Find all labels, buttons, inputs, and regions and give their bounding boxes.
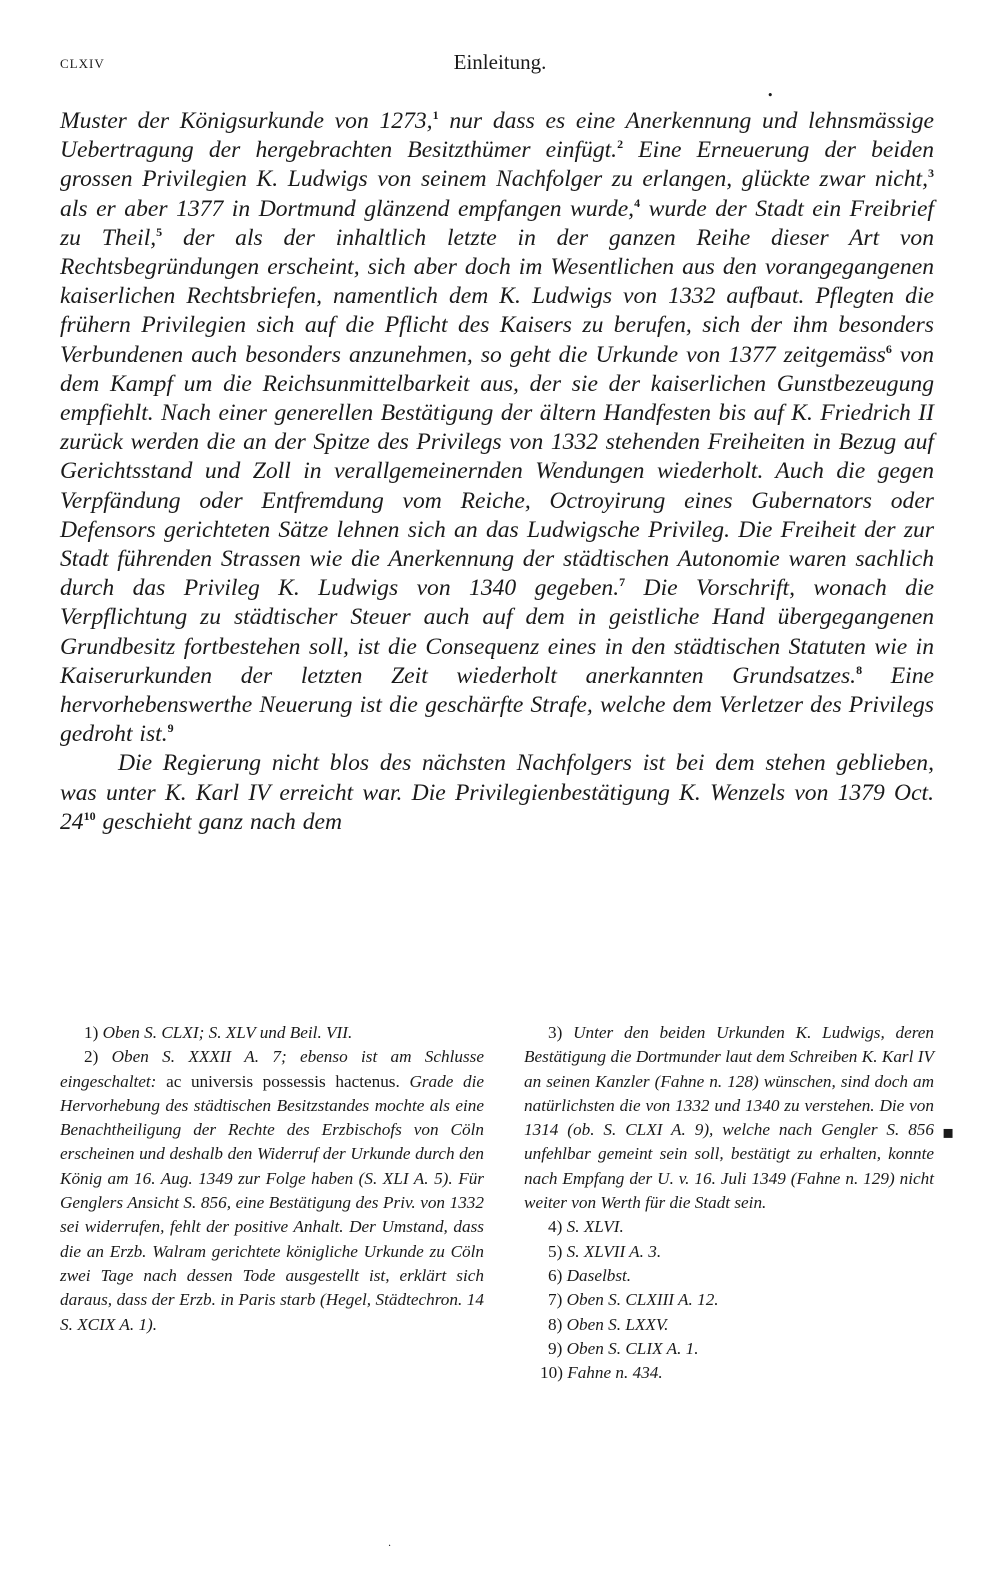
footnote-3	[524, 1021, 934, 1215]
footnote-text: Grade die Hervorhebung des städtischen Besitzstandes mochte als eine Benachtheiligung der Rechte des Erzbischofs von Cöln erscheinen und deshalb den Widerruf der Urkunde durch den König am 16. Aug. 1349 zur Folge haben (S. XLI A. 5). Für Genglers Ansicht S. 856, eine Bestätigung des Priv. von 1332 sei widerrufen, fehlt der positive Anhalt. Der Umstand, dass die an Erzb. Walram gerichtete königliche Urkunde zu Cöln zwei Tage nach dessen Tode ausgestellt ist, erklärt sich daraus, dass der Erzb. in Paris starb (Hegel, Städtechron. 14 S. XCIX A. 1).	[60, 1071, 485, 1334]
footnote-1	[60, 1021, 484, 1045]
footnote-number: 7)	[548, 1290, 563, 1310]
text-segment: Eine hervorhebenswerthe Neuerung ist die geschärfte Strafe, welche dem Verletzer des Privilegs gedroht ist.	[60, 662, 934, 748]
main-text	[60, 107, 934, 837]
footnote-text: S. XLVII A. 3.	[566, 1241, 662, 1261]
footnote-number: 1)	[84, 1023, 99, 1042]
footnote-6	[524, 1264, 934, 1288]
footnote-text: Oben S. CLIX A. 1.	[566, 1338, 699, 1358]
footnote-number: 2)	[84, 1047, 99, 1067]
footnotes-right-column	[524, 1021, 934, 1385]
footnote-text: Daselbst.	[566, 1265, 632, 1285]
footnote-text: Oben S. LXXV.	[566, 1314, 669, 1334]
footnote-8	[524, 1313, 934, 1337]
footnote-text: Fahne n. 434.	[567, 1363, 663, 1383]
text-segment: Die Regierung nicht blos des nächsten Nachfolgers ist bei dem stehen geblieben, was unter K. Karl IV erreicht war. Die Privilegienbestätigung K. Wenzels von 1379 Oct. 24	[60, 750, 934, 835]
footnote-7	[524, 1288, 934, 1312]
text-segment: als er aber 1377 in Dortmund glänzend empfangen wurde,	[60, 195, 635, 222]
footnote-ref-5: 5	[156, 224, 163, 239]
footnote-text: Oben S. CLXI; S. XLV und Beil. VII.	[102, 1023, 353, 1042]
footnote-ref-8: 8	[856, 663, 863, 677]
footnote-9	[524, 1337, 934, 1361]
footnote-number: 4)	[548, 1217, 563, 1237]
footnote-text: Oben S. CLXIII A. 12.	[566, 1290, 719, 1310]
footnote-number: 10)	[540, 1363, 563, 1383]
footnote-text: Oben S. XXXII A. 7; ebenso ist am Schlusse eingeschaltet:	[60, 1047, 485, 1091]
text-segment: nur dass es eine Anerkennung und lehnsmässige Uebertragung der hergebrachten Besitzthümer einfügt.	[60, 108, 935, 164]
text-segment: wurde der Stadt ein Freibrief zu Theil,	[60, 195, 934, 251]
text-segment: Muster der Königsurkunde von 1273,	[60, 108, 433, 134]
footnote-ref-1: 1	[432, 108, 439, 123]
footnote-number: 3)	[548, 1023, 563, 1042]
footnote-4	[524, 1215, 934, 1239]
footnotes-left-column	[60, 1021, 484, 1337]
footnote-ref-9: 9	[167, 721, 174, 736]
footnote-number: 6)	[548, 1265, 563, 1285]
text-segment: geschieht ganz nach dem	[102, 808, 343, 835]
page-header	[60, 50, 940, 80]
text-segment: Eine Erneuerung der beiden grossen Privilegien K. Ludwigs von seinem Nachfolger zu erlangen, glückte zwar nicht,	[60, 137, 934, 193]
footnote-number: 9)	[548, 1338, 563, 1358]
footnote-number: 8)	[548, 1314, 563, 1334]
footnote-ref-10: 10	[83, 809, 96, 824]
footnote-ref-7: 7	[619, 575, 626, 590]
running-title: Einleitung.	[453, 50, 547, 74]
margin-mark: ▪	[942, 1122, 955, 1143]
footnote-text: S. XLVI.	[566, 1217, 624, 1237]
paragraph-1	[60, 107, 934, 749]
footnote-ref-4: 4	[634, 195, 641, 210]
footnote-ref-3: 3	[928, 166, 934, 181]
footnote-ref-6: 6	[885, 341, 892, 356]
footnote-2	[60, 1045, 484, 1337]
footnote-5	[524, 1240, 934, 1264]
text-segment: der als der inhaltlich letzte in der ganzen Reihe dieser Art von Rechtsbegründungen erscheint, sich aber doch im Wesentlichen aus den vorangegangenen kaiserlichen Rechtsbriefen, namentlich dem K. Ludwigs von 1332 aufbaut. Pflegten die frühern Privilegien sich auf die Pflicht des Kaisers zu berufen, sich der ihm besonders Verbundenen auch besonders anzunehmen, so geht die Urkunde von 1377 zeitgemäss	[60, 224, 935, 368]
print-speck-mark: •	[767, 89, 774, 102]
footnote-text: Unter den beiden Urkunden K. Ludwigs, deren Bestätigung die Dortmunder laut dem Schreiben K. Karl IV an seinen Kanzler (Fahne n. 128) wünschen, sind doch am natürlichsten die von 1332 und 1340 zu verstehen. Die von 1314 (ob. S. CLXI A. 9), welche nach Gengler S. 856 unfehlbar gemeint sein soll, bestätigt zu erhalten, konnte nach Empfang der U. v. 16. Juli 1349 (Fahne n. 129) nicht weiter von Werth für die Stadt sein.	[524, 1023, 934, 1213]
text-segment: Die Vorschrift, wonach die Verpflichtung zu städtischer Steuer auch auf dem in geistliche Hand übergegangenen Grundbesitz fortbestehen soll, ist die Consequenz eines in den städtischen Statuten wie in Kaiserurkunden der letzten Zeit wiederholt anerkannten Grundsatzes.	[60, 575, 934, 689]
footnote-ref-2: 2	[617, 137, 624, 152]
footnote-latin-quote: ac universis possessis hactenus.	[166, 1071, 400, 1091]
footnote-number: 5)	[548, 1241, 563, 1261]
footnote-10	[524, 1361, 934, 1385]
text-segment: von dem Kampf um die Reichsunmittelbarkeit aus, der sie der kaiserlichen Gunstbezeugung empfiehlt. Nach einer generellen Bestätigung der ältern Handfesten bis auf K. Friedrich II zurück werden die an der Spitze des Privilegs von 1332 stehenden Freiheiten in Bezug auf Gerichtsstand und Zoll in verallgemeinernden Wendungen wiederholt. Auch die gegen Verpfändung oder Entfremdung vom Reiche, Octroyirung eines Gubernators oder Defensors gerichteten Sätze lehnen sich an das Ludwigsche Privileg. Die Freiheit der zur Stadt führenden Strassen wie die Anerkennung der städtischen Autonomie waren sachlich durch das Privileg K. Ludwigs von 1340 gegeben.	[60, 341, 934, 602]
paragraph-2	[60, 749, 934, 837]
page-number: CLXIV	[60, 56, 105, 71]
print-speck-mark-bottom: ·	[388, 1541, 392, 1552]
